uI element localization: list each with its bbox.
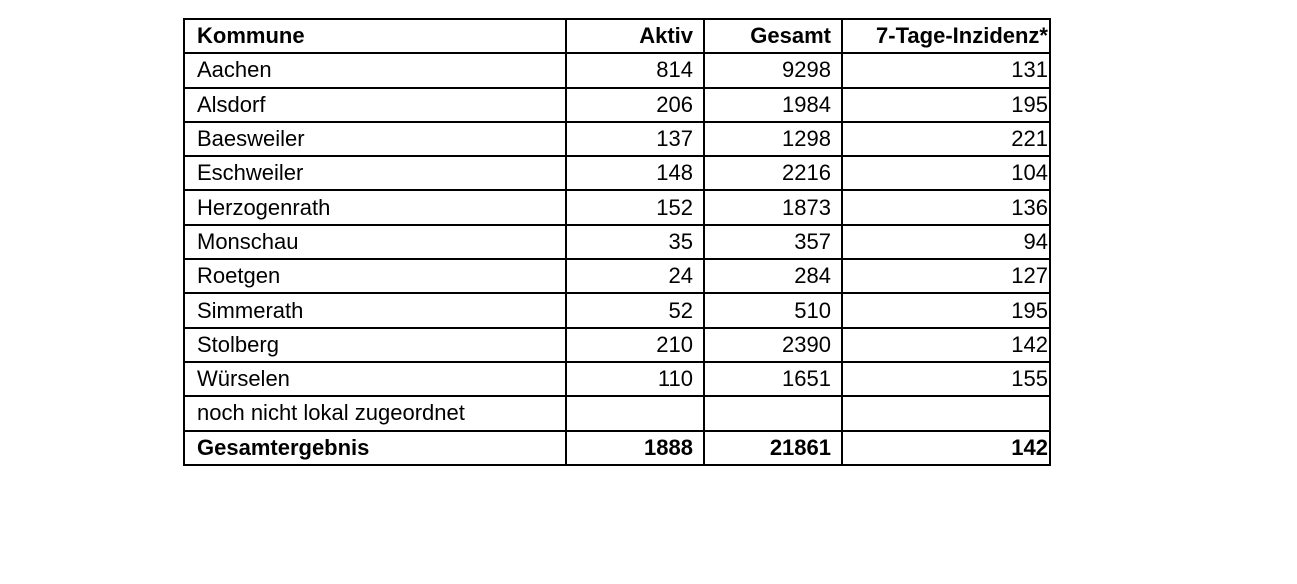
inzidenz-cell: 94 bbox=[842, 225, 1050, 259]
header-inzidenz: 7-Tage-Inzidenz* bbox=[842, 19, 1050, 53]
kommune-cell: Aachen bbox=[184, 53, 566, 87]
kommune-cell: Roetgen bbox=[184, 259, 566, 293]
table-row bbox=[184, 259, 1050, 293]
kommune-statistics-table bbox=[183, 18, 1051, 466]
aktiv-cell: 148 bbox=[566, 156, 704, 190]
kommune-cell: Monschau bbox=[184, 225, 566, 259]
gesamt-cell: 1651 bbox=[704, 362, 842, 396]
gesamt-cell: 2216 bbox=[704, 156, 842, 190]
header-gesamt: Gesamt bbox=[704, 19, 842, 53]
gesamt-cell: 1873 bbox=[704, 190, 842, 224]
table-row bbox=[184, 88, 1050, 122]
inzidenz-cell: 131 bbox=[842, 53, 1050, 87]
gesamt-cell: 1984 bbox=[704, 88, 842, 122]
total-row bbox=[184, 431, 1050, 465]
aktiv-cell: 206 bbox=[566, 88, 704, 122]
table-row bbox=[184, 328, 1050, 362]
table-row bbox=[184, 362, 1050, 396]
kommune-cell: Würselen bbox=[184, 362, 566, 396]
inzidenz-cell bbox=[842, 396, 1050, 430]
kommune-cell: noch nicht lokal zugeordnet bbox=[184, 396, 566, 430]
gesamt-cell bbox=[704, 396, 842, 430]
inzidenz-cell: 195 bbox=[842, 293, 1050, 327]
total-gesamt-cell: 21861 bbox=[704, 431, 842, 465]
table-row bbox=[184, 396, 1050, 430]
gesamt-cell: 510 bbox=[704, 293, 842, 327]
aktiv-cell: 137 bbox=[566, 122, 704, 156]
table-row bbox=[184, 156, 1050, 190]
gesamt-cell: 357 bbox=[704, 225, 842, 259]
aktiv-cell: 152 bbox=[566, 190, 704, 224]
kommune-cell: Herzogenrath bbox=[184, 190, 566, 224]
table-row bbox=[184, 190, 1050, 224]
kommune-cell: Stolberg bbox=[184, 328, 566, 362]
total-aktiv-cell: 1888 bbox=[566, 431, 704, 465]
header-row bbox=[184, 19, 1050, 53]
table-row bbox=[184, 53, 1050, 87]
inzidenz-cell: 104 bbox=[842, 156, 1050, 190]
kommune-cell: Alsdorf bbox=[184, 88, 566, 122]
aktiv-cell: 52 bbox=[566, 293, 704, 327]
aktiv-cell: 110 bbox=[566, 362, 704, 396]
gesamt-cell: 2390 bbox=[704, 328, 842, 362]
aktiv-cell: 210 bbox=[566, 328, 704, 362]
kommune-cell: Eschweiler bbox=[184, 156, 566, 190]
inzidenz-cell: 136 bbox=[842, 190, 1050, 224]
total-kommune-cell: Gesamtergebnis bbox=[184, 431, 566, 465]
inzidenz-cell: 142 bbox=[842, 328, 1050, 362]
header-aktiv: Aktiv bbox=[566, 19, 704, 53]
inzidenz-cell: 155 bbox=[842, 362, 1050, 396]
aktiv-cell: 35 bbox=[566, 225, 704, 259]
gesamt-cell: 9298 bbox=[704, 53, 842, 87]
aktiv-cell: 24 bbox=[566, 259, 704, 293]
total-inzidenz-cell: 142 bbox=[842, 431, 1050, 465]
gesamt-cell: 284 bbox=[704, 259, 842, 293]
table-row bbox=[184, 122, 1050, 156]
inzidenz-cell: 127 bbox=[842, 259, 1050, 293]
aktiv-cell bbox=[566, 396, 704, 430]
table-row bbox=[184, 293, 1050, 327]
kommune-cell: Baesweiler bbox=[184, 122, 566, 156]
gesamt-cell: 1298 bbox=[704, 122, 842, 156]
inzidenz-cell: 221 bbox=[842, 122, 1050, 156]
table-row bbox=[184, 225, 1050, 259]
aktiv-cell: 814 bbox=[566, 53, 704, 87]
header-kommune: Kommune bbox=[184, 19, 566, 53]
inzidenz-cell: 195 bbox=[842, 88, 1050, 122]
kommune-cell: Simmerath bbox=[184, 293, 566, 327]
